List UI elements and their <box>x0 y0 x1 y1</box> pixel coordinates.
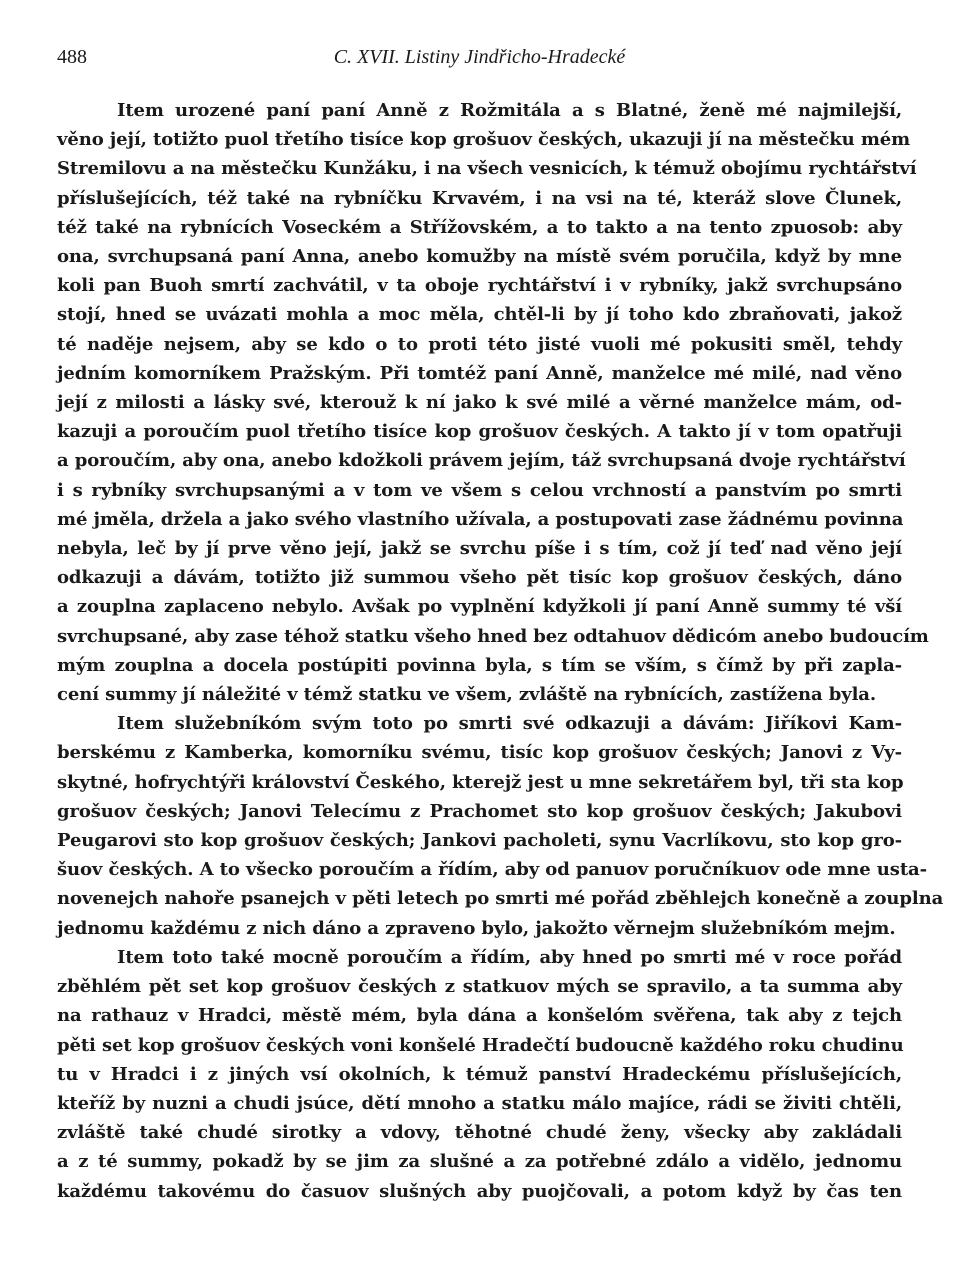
text-line: zvláště také chudé sirotky a vdovy, těhotné chudé ženy, všecky aby zakládali <box>57 1122 902 1144</box>
text-line: a z té summy, pokadž by se jim za slušné a za potřebné zdálo a vidělo, jednomu <box>57 1151 902 1173</box>
text-line: a zouplna zaplaceno nebylo. Avšak po vyplnění kdyžkoli jí paní Anně summy té vší <box>57 596 902 618</box>
text-line: a poroučím, aby ona, anebo kdožkoli právem jejím, táž svrchupsaná dvoje rychtářství <box>57 450 906 472</box>
text-line: grošuov českých; Janovi Telecímu z Prachomet sto kop grošuov českých; Jakubovi <box>57 800 902 822</box>
text-line: Item urozené paní paní Anně z Rožmitála a s Blatné, ženě mé najmilejší, <box>117 100 902 121</box>
text-line: ona, svrchupsaná paní Anna, anebo komužby na místě svém poručila, když by mne <box>57 246 902 268</box>
text-line: jedním komorníkem Pražským. Při tomtéž paní Anně, manželce mé milé, nad věno <box>57 362 902 384</box>
text-line: tu v Hradci i z jiných vsí okolních, k témuž panství Hradeckému příslušejících, <box>57 1063 902 1085</box>
text-line: Peugarovi sto kop grošuov českých; Jankovi pacholeti, synu Vacrlíkovu, sto kop gro- <box>57 830 902 852</box>
text-line: též také na rybnících Voseckém a Střížovském, a to takto a na tento zpuosob: aby <box>57 216 902 238</box>
text-line: Item služebníkóm svým toto po smrti své odkazuji a dávám: Jiříkovi Kam- <box>117 713 902 735</box>
text-line: jednomu každému z nich dáno a zpraveno bylo, jakožto věrnejm služebníkóm mejm. <box>57 917 896 939</box>
text-line: mé jměla, držela a jako svého vlastního užívala, a postupovati zase žádnému povinna <box>57 508 904 530</box>
text-line: na rathauz v Hradci, městě mém, byla dána a konšelóm svěřena, tak aby z tejch <box>57 1005 902 1027</box>
page-number: 488 <box>57 46 87 68</box>
text-line: každému takovému do časuov slušných aby puojčovali, a potom když by čas ten <box>57 1180 902 1202</box>
text-line: i s rybníky svrchupsanými a v tom ve všem s celou vrchností a panstvím po smrti <box>57 479 902 501</box>
text-line: kteříž by nuzni a chudi jsúce, dětí mnoho a statku málo majíce, rádi se živiti chtěli, <box>57 1092 902 1114</box>
text-line: Item toto také mocně poroučím a řídím, aby hned po smrti mé v roce pořád <box>117 946 902 968</box>
running-title: C. XVII. Listiny Jindřicho-Hradecké <box>333 46 626 68</box>
text-line: nebyla, leč by jí prve věno její, jakž se svrchu píše i s tím, což jí teď nad věno její <box>57 538 902 560</box>
paragraph-2 <box>57 709 944 943</box>
paragraph-3 <box>57 943 902 1206</box>
text-line: svrchupsané, aby zase téhož statku všeho hned bez odtahuov dědicóm anebo budoucím <box>57 625 929 647</box>
text-line: berskému z Kamberka, komorníku svému, tisíc kop grošuov českých; Janovi z Vy- <box>57 742 902 764</box>
text-line: cení summy jí náležité v témž statku ve všem, zvláště na rybnících, zastížena byla. <box>57 684 877 706</box>
text-line: zběhlém pět set kop grošuov českých z statkuov mých se spravilo, a ta summa aby <box>57 976 902 998</box>
text-line: kazuji a poroučím puol třetího tisíce kop grošuov českých. A takto jí v tom opatřuji <box>57 421 902 443</box>
document-page <box>57 40 944 1206</box>
page-header <box>57 40 902 80</box>
text-line: té naděje nejsem, aby se kdo o to proti této jisté vuoli mé pokusiti směl, tehdy <box>57 333 902 355</box>
text-line: koli pan Buoh smrtí zachvátil, v ta oboje rychtářství i v rybníky, jakž svrchupsáno <box>57 275 902 297</box>
text-line: skytné, hofrychtýři království Českého, kterejž jest u mne sekretářem byl, tři sta kop <box>57 771 904 793</box>
paragraph-1 <box>57 96 929 709</box>
text-line: její z milosti a lásky své, kterouž k ní jako k své milé a věrné manželce mám, od- <box>57 392 902 414</box>
text-line: pěti set kop grošuov českých voni konšelé Hradečtí budoucně každého roku chudinu <box>57 1034 904 1056</box>
text-line: Stremilovu a na městečku Kunžáku, i na všech vesnicích, k témuž obojímu rychtářství <box>57 158 917 180</box>
text-line: odkazuji a dávám, totižto již summou všeho pět tisíc kop grošuov českých, dáno <box>57 567 902 589</box>
text-line: stojí, hned se uvázati mohla a moc měla, chtěl-li by jí toho kdo zbraňovati, jakož <box>57 304 902 326</box>
text-line: věno její, totižto puol třetího tisíce kop grošuov českých, ukazuji jí na městečku mém <box>57 129 911 151</box>
text-line: šuov českých. A to všecko poroučím a řídím, aby od panuov poručníkuov ode mne usta- <box>57 859 927 881</box>
text-line: novenejch nahoře psanejch v pěti letech po smrti mé pořád zběhlejch konečně a zouplna <box>57 888 944 910</box>
text-line: příslušejících, též také na rybníčku Krvavém, i na vsi na té, kteráž slove Člunek, <box>57 187 902 209</box>
text-line: mým zouplna a docela postúpiti povinna byla, s tím se vším, s čímž by při zapla- <box>57 654 902 676</box>
document-body <box>57 96 944 1206</box>
